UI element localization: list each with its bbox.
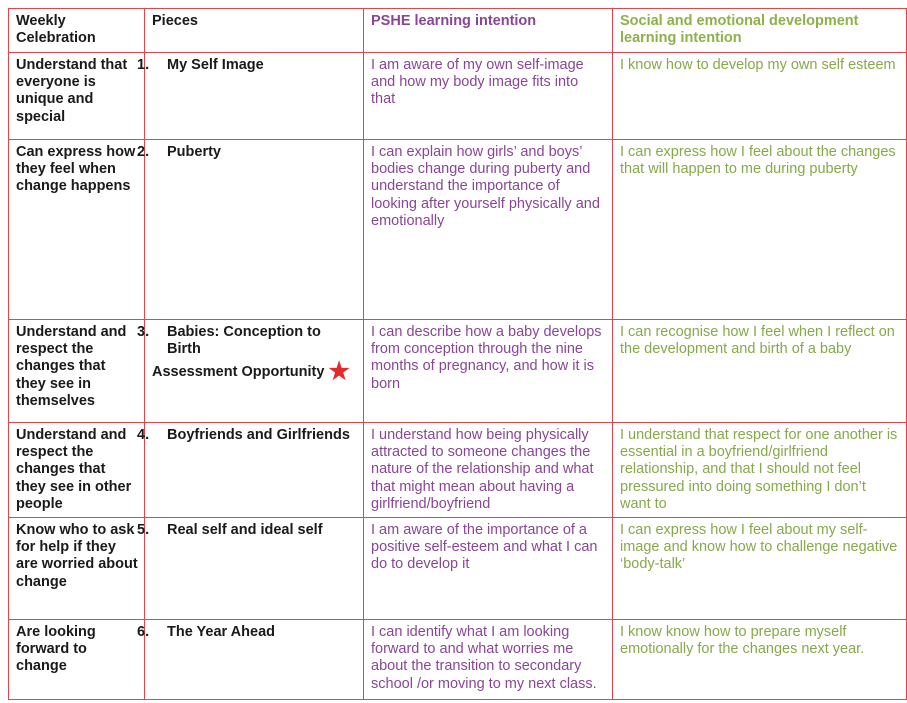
assessment-label: Assessment Opportunity — [152, 364, 325, 381]
table-row — [9, 140, 907, 320]
weekly-celebration-cell: Are looking forward to change — [9, 620, 145, 700]
piece-number: 6. — [137, 624, 150, 641]
pshe-intention-cell: I understand how being physically attracted to someone changes the nature of the relationship and what that might mean about having a girlfriend/boyfriend — [364, 423, 613, 518]
sed-intention-cell: I know know how to prepare myself emotionally for the changes next year. — [613, 620, 907, 700]
header-pieces: Pieces — [145, 9, 364, 53]
sed-intention-cell: I know how to develop my own self esteem — [613, 53, 907, 140]
sed-intention-cell: I understand that respect for one another is essential in a boyfriend/girlfriend relationship, and that I should not feel pressured into doing something I don’t want to — [613, 423, 907, 518]
piece-title: Boyfriends and Girlfriends — [167, 427, 350, 443]
curriculum-table — [8, 8, 907, 700]
red-star-icon: ★ — [328, 358, 350, 386]
weekly-celebration-cell: Understand and respect the changes that they see in other people — [9, 423, 145, 518]
piece-number: 1. — [137, 57, 150, 73]
sed-intention-cell: I can express how I feel about the changes that will happen to me during puberty — [613, 140, 907, 320]
pshe-intention-cell: I am aware of my own self-image and how my body image fits into that — [364, 53, 613, 140]
table-row — [9, 320, 907, 423]
piece-title: My Self Image — [167, 57, 264, 73]
weekly-celebration-cell: Understand that everyone is unique and special — [9, 53, 145, 140]
pshe-intention-cell: I can identify what I am looking forward to and what worries me about the transition to secondary school /or moving to my next class. — [364, 620, 613, 700]
weekly-celebration-cell: Can express how they feel when change happens — [9, 140, 145, 320]
table-row — [9, 423, 907, 518]
piece-number: 4. — [137, 427, 150, 443]
piece-title: Babies: Conception to Birth — [167, 324, 321, 358]
pshe-intention-cell: I can describe how a baby develops from conception through the nine months of pregnancy, and how it is born — [364, 320, 613, 423]
header-social-emotional: Social and emotional development learning intention — [613, 9, 907, 53]
sed-intention-cell: I can express how I feel about my self-image and know how to challenge negative ‘body-talk’ — [613, 518, 907, 620]
piece-cell — [137, 140, 364, 320]
sed-intention-cell: I can recognise how I feel when I reflect on the development and birth of a baby — [613, 320, 907, 423]
piece-number: 3. — [137, 324, 150, 340]
table-row — [9, 620, 907, 700]
piece-cell — [137, 423, 364, 518]
weekly-celebration-cell: Understand and respect the changes that they see in themselves — [9, 320, 145, 423]
piece-number: 2. — [137, 144, 150, 160]
piece-number: 5. — [137, 522, 150, 539]
pshe-intention-cell: I can explain how girls’ and boys’ bodies change during puberty and understand the importance of looking after yourself physically and emotionally — [364, 140, 613, 320]
pshe-intention-cell: I am aware of the importance of a positive self-esteem and what I can do to develop it — [364, 518, 613, 620]
piece-cell — [137, 518, 364, 620]
piece-cell — [137, 320, 364, 423]
piece-title: Real self and ideal self — [167, 522, 323, 539]
header-weekly-celebration: Weekly Celebration — [9, 9, 145, 53]
piece-cell — [137, 620, 364, 700]
table-row — [9, 518, 907, 620]
piece-title: Puberty — [167, 144, 221, 160]
header-pshe: PSHE learning intention — [364, 9, 613, 53]
weekly-celebration-cell: Know who to ask for help if they are worried about change — [9, 518, 145, 620]
table-row — [9, 53, 907, 140]
header-row — [9, 9, 907, 53]
piece-cell — [137, 53, 364, 140]
assessment-opportunity — [152, 358, 357, 386]
piece-title: The Year Ahead — [167, 624, 275, 641]
